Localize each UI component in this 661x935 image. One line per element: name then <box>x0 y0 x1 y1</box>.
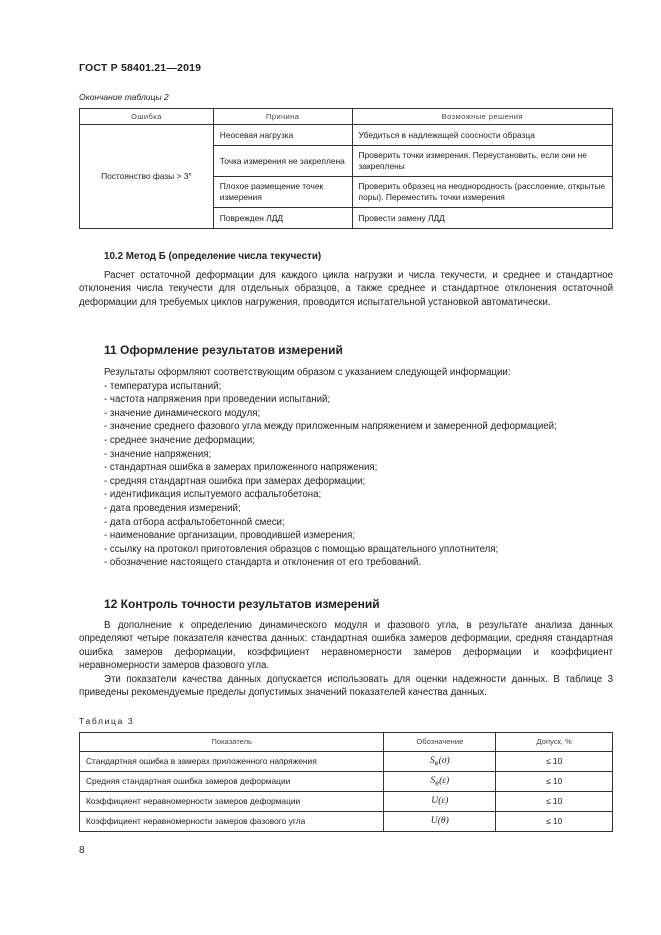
table3-indicator-cell: Стандартная ошибка в замерах приложенного напряжения <box>80 752 384 772</box>
table3-header-symbol: Обозначение <box>384 733 496 752</box>
list-item: - температура испытаний; <box>104 380 222 392</box>
symbol-main: U <box>431 795 439 807</box>
table-row <box>80 772 613 792</box>
table2-cause-cell: Поврежден ЛДД <box>213 208 352 229</box>
table3-tolerance-cell: ≤ 10 <box>496 752 613 772</box>
table3-indicator-cell: Средняя стандартная ошибка замеров деформации <box>80 772 384 792</box>
symbol-main: U <box>430 815 438 827</box>
symbol-subscript: e <box>434 760 439 768</box>
list-item: - обозначение настоящего стандарта и отклонения от его требований. <box>104 557 422 569</box>
section-11-heading: 11 Оформление результатов измерений <box>104 343 343 357</box>
symbol-argument: (ε) <box>439 774 450 786</box>
table-3 <box>79 732 613 832</box>
table3-caption: Таблица 3 <box>79 716 135 726</box>
table-row <box>80 812 613 832</box>
table3-symbol-cell <box>384 792 496 812</box>
list-item: - значение среднего фазового угла между приложенным напряжением и замеренной деформацией; <box>104 421 557 433</box>
list-item: - дата отбора асфальтобетонной смеси; <box>104 516 285 528</box>
table-2 <box>79 108 613 229</box>
table2-cause-cell: Неосевая нагрузка <box>213 125 352 146</box>
section-12-paragraph-1: В дополнение к определению динамического модуля и фазового угла, в результате анализа данных определяют четыре показателя качества данных: стандартная ошибка замеров деформации, средняя стандартная ошибка замеров деформации, коэффициент неравномерности замеров деформации и коэффициент неравномерности замеров фазового угла. <box>79 620 613 672</box>
table3-header-tolerance: Допуск, % <box>496 733 613 752</box>
list-item: - стандартная ошибка в замерах приложенного напряжения; <box>104 462 378 474</box>
symbol-main: S <box>430 774 436 786</box>
symbol-subscript: e <box>435 780 440 788</box>
table2-cause-cell: Плохое размещение точек измерения <box>213 177 352 208</box>
section-12-paragraph-2: Эти показатели качества данных допускается использовать для оценки надежности данных. В таблице 3 приведены рекомендуемые пределы допустимых значений показателей качества данных. <box>79 673 613 699</box>
page-number: 8 <box>79 845 85 856</box>
table2-header-solution: Возможные решения <box>352 109 612 125</box>
list-item: - значение динамического модуля; <box>104 407 261 419</box>
list-item: - средняя стандартная ошибка при замерах деформации; <box>104 475 366 487</box>
list-item: - ссылку на протокол приготовления образцов с помощью вращательного уплотнителя; <box>104 543 499 555</box>
symbol-main: S <box>429 754 435 766</box>
table2-solution-cell: Проверить точки измерения. Переустановить, если они не закреплены <box>352 146 612 177</box>
symbol-argument: (σ) <box>438 754 450 766</box>
table2-solution-cell: Проверить образец на неоднородность (расслоение, открытые поры). Переместить точки измерения <box>352 177 612 208</box>
symbol-argument: (θ) <box>437 815 449 827</box>
symbol-argument: (ε) <box>438 795 449 807</box>
table2-solution-cell: Провести замену ЛДД <box>352 208 612 229</box>
table-row <box>80 792 613 812</box>
list-item: - среднее значение деформации; <box>104 434 255 446</box>
table2-header-cause: Причина <box>213 109 352 125</box>
table2-header-error: Ошибка <box>80 109 214 125</box>
table2-cause-cell: Точка измерения не закреплена <box>213 146 352 177</box>
list-item: - значение напряжения; <box>104 448 212 460</box>
table3-tolerance-cell: ≤ 10 <box>496 772 613 792</box>
section-10-2-paragraph: Расчет остаточной деформации для каждого цикла нагрузки и числа текучести, и среднее и стандартное отклонения числа текучести для отдельных образцов, а также среднее и стандартное отклонения остаточной деформации для требуемых циклов нагружения, проводится испытательной установкой автоматически. <box>79 270 613 308</box>
table3-indicator-cell: Коэффициент неравномерности замеров деформации <box>80 792 384 812</box>
table3-tolerance-cell: ≤ 10 <box>496 792 613 812</box>
table-row <box>80 752 613 772</box>
list-item: - частота напряжения при проведении испытаний; <box>104 394 331 406</box>
table2-solution-cell: Убедиться в надлежащей соосности образца <box>352 125 612 146</box>
list-item: - дата проведения измерений; <box>104 502 241 514</box>
section-11-intro: Результаты оформляют соответствующим образом с указанием следующей информации: <box>104 367 511 378</box>
table3-header-indicator: Показатель <box>80 733 384 752</box>
section-10-2-text <box>79 269 613 309</box>
section-10-2-heading: 10.2 Метод Б (определение числа текучести) <box>104 251 322 262</box>
list-item: - идентификация испытуемого асфальтобетона; <box>104 489 322 501</box>
table2-error-cell: Постоянство фазы > 3° <box>80 125 214 229</box>
section-12-heading: 12 Контроль точности результатов измерений <box>104 597 380 611</box>
table3-header-row <box>80 733 613 752</box>
table3-tolerance-cell: ≤ 10 <box>496 812 613 832</box>
table3-symbol-cell <box>384 812 496 832</box>
document-code: ГОСТ Р 58401.21—2019 <box>79 62 202 74</box>
table-row <box>80 125 613 146</box>
table3-symbol-cell <box>384 752 496 772</box>
table3-indicator-cell: Коэффициент неравномерности замеров фазового угла <box>80 812 384 832</box>
table2-caption: Окончание таблицы 2 <box>79 92 169 102</box>
table2-header-row <box>80 109 613 125</box>
section-11-list <box>79 366 613 570</box>
list-item: - наименование организации, проводившей измерения; <box>104 530 356 542</box>
table3-symbol-cell <box>384 772 496 792</box>
section-12-text <box>79 619 613 699</box>
